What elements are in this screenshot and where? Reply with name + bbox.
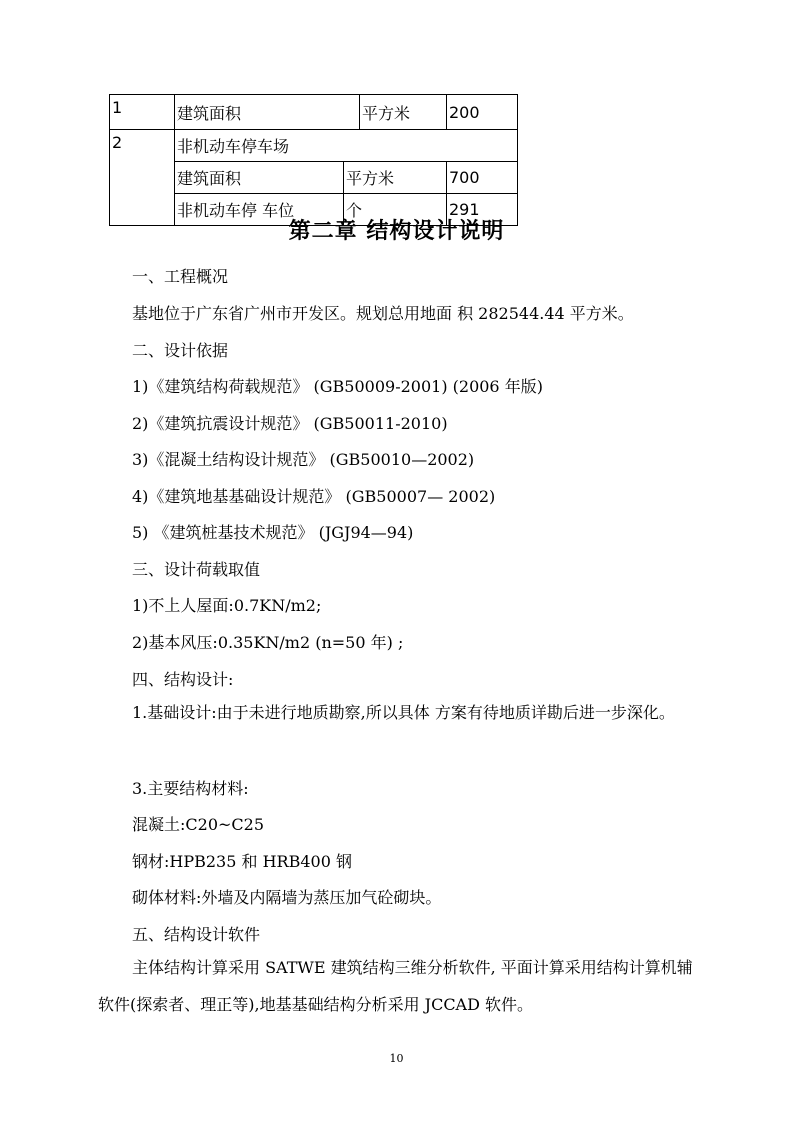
paragraph: 基地位于广东省广州市开发区。规划总用地面 积 282544.44 平方米。 bbox=[132, 304, 634, 323]
page-number: 10 bbox=[389, 1052, 404, 1065]
section-heading: 二、设计依据 bbox=[132, 341, 229, 360]
paragraph: 1.基础设计:由于未进行地质勘察,所以具体 方案有待地质详勘后进一步深化。 bbox=[132, 703, 675, 722]
row-value: 200 bbox=[447, 95, 518, 130]
row-index: 2 bbox=[110, 130, 175, 226]
list-item: 4)《建筑地基基础设计规范》 (GB50007— 2002) bbox=[132, 487, 496, 506]
list-item: 1)《建筑结构荷载规范》 (GB50009-2001) (2006 年版) bbox=[132, 377, 543, 396]
paragraph: 3.主要结构材料: bbox=[132, 779, 249, 798]
row-unit: 个 bbox=[344, 194, 447, 226]
row-value: 291 bbox=[447, 194, 518, 226]
section-heading: 四、结构设计: bbox=[132, 670, 234, 689]
section-heading: 五、结构设计软件 bbox=[132, 925, 261, 944]
paragraph: 混凝土:C20~C25 bbox=[132, 815, 265, 834]
paragraph: 砌体材料:外墙及内隔墙为蒸压加气砼砌块。 bbox=[132, 888, 442, 907]
paragraph: 主体结构计算采用 SATWE 建筑结构三维分析软件, 平面计算采用结构计算机辅软件(探索者、理正等),地基基础结构分析采用 JCCAD 软件。 bbox=[98, 958, 693, 1014]
chapter-title: 第二章 结构设计说明 bbox=[288, 219, 505, 244]
paragraph: 钢材:HPB235 和 HRB400 钢 bbox=[132, 852, 352, 871]
building-area-table bbox=[109, 94, 518, 226]
section-heading: 三、设计荷载取值 bbox=[132, 560, 261, 579]
row-name: 非机动车停 车位 bbox=[175, 194, 344, 226]
row-unit: 平方米 bbox=[344, 162, 447, 194]
table-row bbox=[110, 130, 518, 162]
list-item: 2)基本风压:0.35KN/m2 (n=50 年) ; bbox=[132, 633, 404, 652]
list-item: 5) 《建筑桩基技术规范》 (JGJ94—94) bbox=[132, 523, 414, 542]
row-name: 建筑面积 bbox=[175, 95, 360, 130]
list-item: 2)《建筑抗震设计规范》 (GB50011-2010) bbox=[132, 414, 448, 433]
row-index: 1 bbox=[110, 95, 175, 130]
table-row bbox=[110, 95, 518, 130]
row-unit: 平方米 bbox=[360, 95, 447, 130]
row-title: 非机动车停车场 bbox=[175, 130, 518, 162]
section-heading: 一、工程概况 bbox=[132, 267, 229, 286]
row-value: 700 bbox=[447, 162, 518, 194]
row-name: 建筑面积 bbox=[175, 162, 344, 194]
list-item: 1)不上人屋面:0.7KN/m2; bbox=[132, 596, 322, 615]
list-item: 3)《混凝土结构设计规范》 (GB50010—2002) bbox=[132, 450, 475, 469]
